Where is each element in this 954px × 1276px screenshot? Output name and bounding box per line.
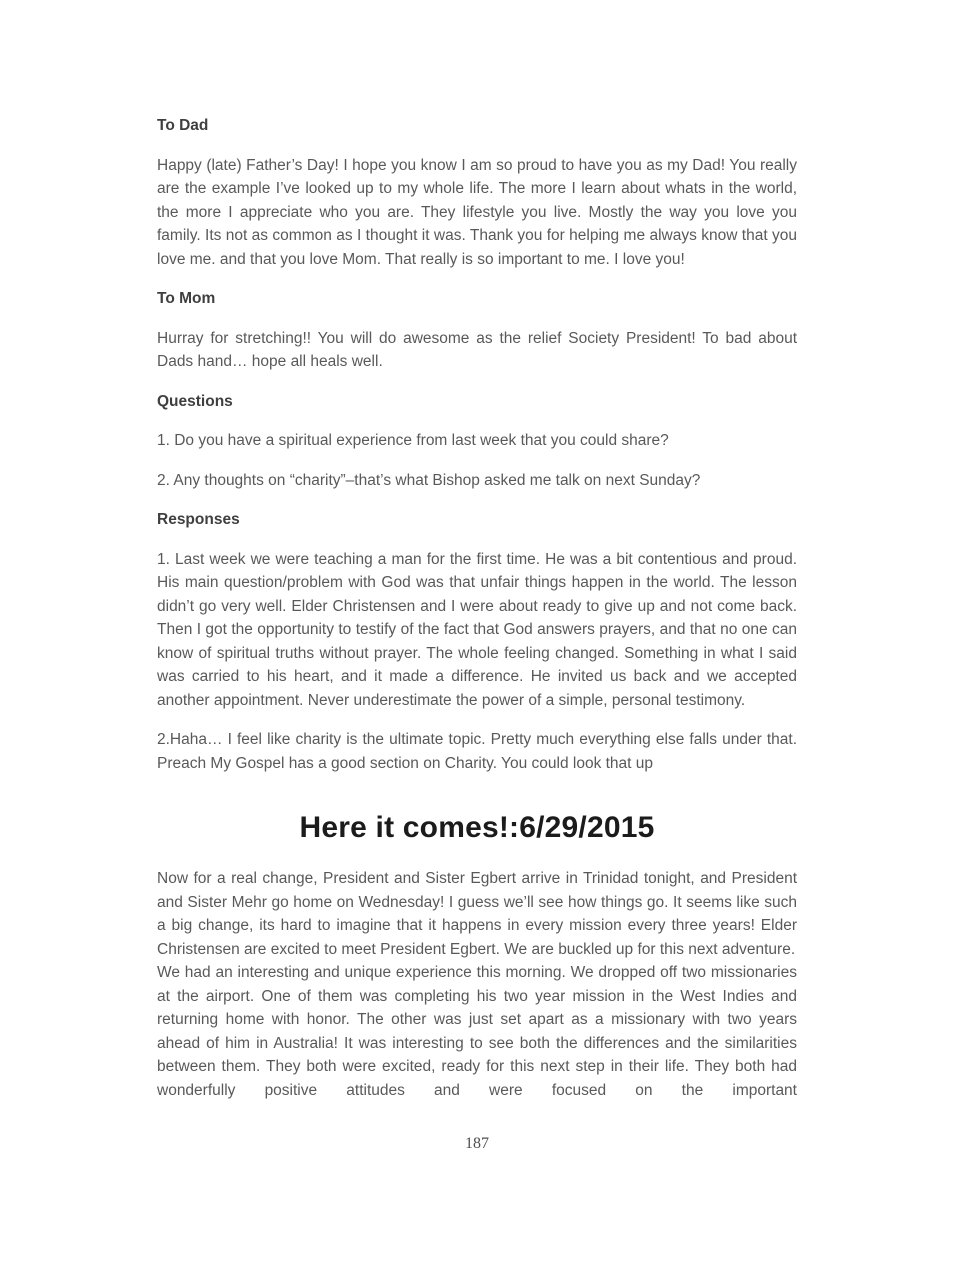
paragraph-trinidad-change: Now for a real change, President and Sister Egbert arrive in Trinidad tonight, and President and Sister Mehr go home on Wednesday! I guess we’ll see how things go. It seems like such a big change, its hard to imagine that it happens in every mission every three years! Elder Christensen are excited to meet President Egbert. We are buckled up for this next adventure.	[157, 870, 797, 958]
letter-section	[157, 114, 797, 775]
section-heading-to-dad: To Dad	[157, 117, 209, 134]
paragraph-to-mom: Hurray for stretching!! You will do awesome as the relief Society President! To bad about Dads hand… hope all heals well.	[157, 329, 797, 370]
section-heading-to-mom: To Mom	[157, 290, 216, 307]
paragraph-question-2: 2. Any thoughts on “charity”–that’s what Bishop asked me talk on next Sunday?	[157, 471, 701, 489]
paragraph-airport-missionaries: We had an interesting and unique experience this morning. We dropped off two missionaries at the airport. One of them was completing his two year mission in the West Indies and returning home with honor. The other was just set apart as a missionary with two years ahead of him in Australia! It was interesting to see both the differences and the similarities between them. They both were excited, ready for this next step in their life. They both had wonderfully positive attitudes and were focused on the important	[157, 964, 797, 1099]
paragraph-to-dad: Happy (late) Father’s Day! I hope you know I am so proud to have you as my Dad! You really are the example I’ve looked up to my whole life. The more I learn about whats in the world, the more I appreciate who you are. They lifestyle you live. Mostly the way you love you family. Its not as common as I thought it was. Thank you for helping me always know that you love me. and that you love Mom. That really is so important to me. I love you!	[157, 156, 797, 268]
page-number: 187	[465, 1135, 489, 1152]
paragraph-question-1: 1. Do you have a spiritual experience from last week that you could share?	[157, 432, 669, 449]
section-heading-questions: Questions	[157, 392, 233, 410]
paragraph-response-1: 1. Last week we were teaching a man for the first time. He was a bit contentious and proud. His main question/problem with God was that unfair things happen in the world. The lesson didn’t go very well. Elder Christensen and I were about ready to give up and not come back. Then I got the opportunity to testify of the fact that God answers prayers, and that no one can know of spiritual truths without prayer. The whole feeling changed. Something in what I said was carried to his heart, and it made a difference. He invited us back and we accepted another appointment. Never underestimate the power of a simple, personal testimony.	[157, 550, 797, 709]
section-heading-responses: Responses	[157, 511, 240, 528]
paragraph-response-2: 2.Haha… I feel like charity is the ultimate topic. Pretty much everything else falls under that. Preach My Gospel has a good section on Charity. You could look that up	[157, 731, 797, 772]
journal-entry-section	[157, 809, 797, 1102]
post-title: Here it comes!:6/29/2015	[299, 811, 655, 844]
document-page	[157, 0, 797, 1154]
